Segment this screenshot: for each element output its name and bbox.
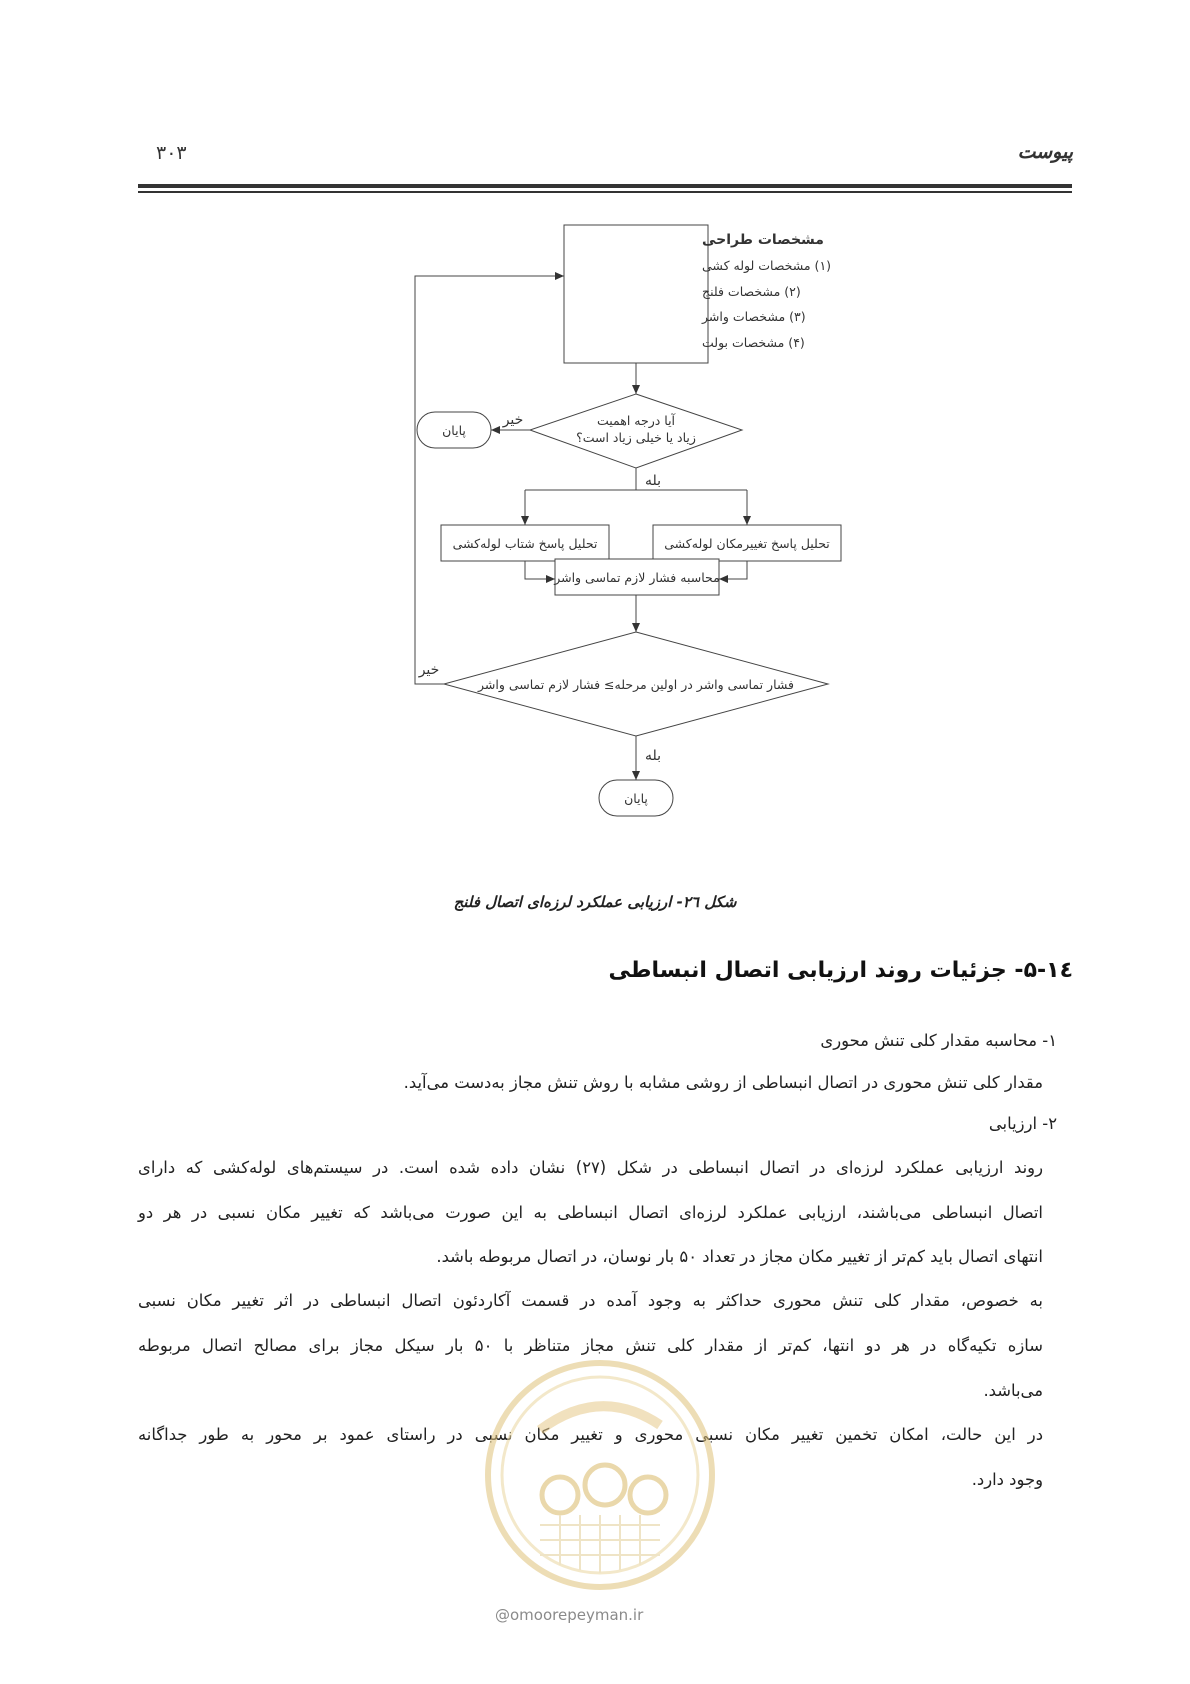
decision1-line2: زیاد یا خیلی زیاد است؟ xyxy=(576,430,696,445)
yes-label-2: بله xyxy=(644,748,662,764)
decision2-label: فشار تماسی واشر در اولین مرحله≥ فشار لازم تماسی واشر xyxy=(477,677,795,692)
paragraph-line: انتهای اتصال باید کم‌تر از تغییر مکان مجاز در تعداد ۵۰ بار نوسان، در اتصال مربوطه باشد. xyxy=(436,1247,1043,1266)
paragraph-line: به خصوص، مقدار کلی تنش محوری حداکثر به وجود آمده در قسمت آکاردئون اتصال انبساطی در اثر تغییر مکان نسبی xyxy=(138,1291,1043,1310)
section-heading: ۱٤-۵- جزئیات روند ارزیابی اتصال انبساطی xyxy=(608,958,1073,983)
no-label-2: خیر xyxy=(418,662,440,678)
page-number: ۳۰۳ xyxy=(156,142,187,164)
yes-label-1: بله xyxy=(644,473,662,489)
decision1-line1: آیا درجه اهمیت xyxy=(596,413,676,428)
header-rule-thin xyxy=(138,191,1072,193)
accel-box-label: تحلیل پاسخ شتاب لوله‌کشی xyxy=(452,536,598,551)
design-item-1: (۱) مشخصات لوله کشی xyxy=(702,258,832,273)
design-item-3: (۳) مشخصات واشر xyxy=(702,309,806,324)
paragraph-line: وجود دارد. xyxy=(971,1470,1043,1489)
watermark-url: @omoorepeyman.ir xyxy=(495,1606,644,1624)
paragraph-line: می‌باشد. xyxy=(983,1381,1043,1400)
no-label-1: خیر xyxy=(502,412,524,428)
paragraph-line: اتصال انبساطی می‌باشند، ارزیابی عملکرد لرزه‌ای اتصال انبساطی به این صورت می‌باشد که تغییر مکان نسبی در هر دو xyxy=(138,1203,1043,1222)
header-rule-thick xyxy=(138,184,1072,188)
design-item-4: (۴) مشخصات بولت xyxy=(702,335,805,350)
watermark-logo xyxy=(480,1355,720,1595)
paragraph-line: سازه تکیه‌گاه در هر دو انتها، کم‌تر از مقدار کلی تنش مجاز متناظر با ۵۰ بار سیکل مجاز برای مصالح اتصال مربوطه xyxy=(138,1336,1043,1355)
item1-text: مقدار کلی تنش محوری در اتصال انبساطی از روشی مشابه با روش تنش مجاز به‌دست می‌آید. xyxy=(403,1073,1043,1092)
paragraph-line: روند ارزیابی عملکرد لرزه‌ای در اتصال انبساطی در شکل (۲۷) نشان داده شده است. در سیستم‌های لوله‌کشی که دارای xyxy=(138,1158,1043,1177)
end-label-top: پایان xyxy=(442,423,466,438)
pressure-box-label: محاسبه فشار لازم تماسی واشر xyxy=(554,570,720,585)
item2-title: ۲- ارزیابی xyxy=(988,1114,1057,1133)
displacement-box-label: تحلیل پاسخ تغییرمکان لوله‌کشی xyxy=(664,536,830,551)
end-label-bottom: پایان xyxy=(624,791,648,806)
flowchart xyxy=(395,220,855,885)
figure-caption: شکل ۲٦- ارزیابی عملکرد لرزه‌ای اتصال فلنج xyxy=(453,893,737,911)
paragraph-line: در این حالت، امکان تخمین تغییر مکان نسبی محوری و تغییر مکان نسبی در راستای عمود بر محور به طور جداگانه xyxy=(138,1425,1043,1444)
design-item-2: (۲) مشخصات فلنج xyxy=(702,284,801,299)
item1-title: ۱- محاسبه مقدار کلی تنش محوری xyxy=(820,1031,1057,1050)
running-header-title: پیوست xyxy=(1017,141,1073,163)
design-box-title: مشخصات طراحی xyxy=(702,232,824,248)
design-specs-box xyxy=(564,225,708,363)
